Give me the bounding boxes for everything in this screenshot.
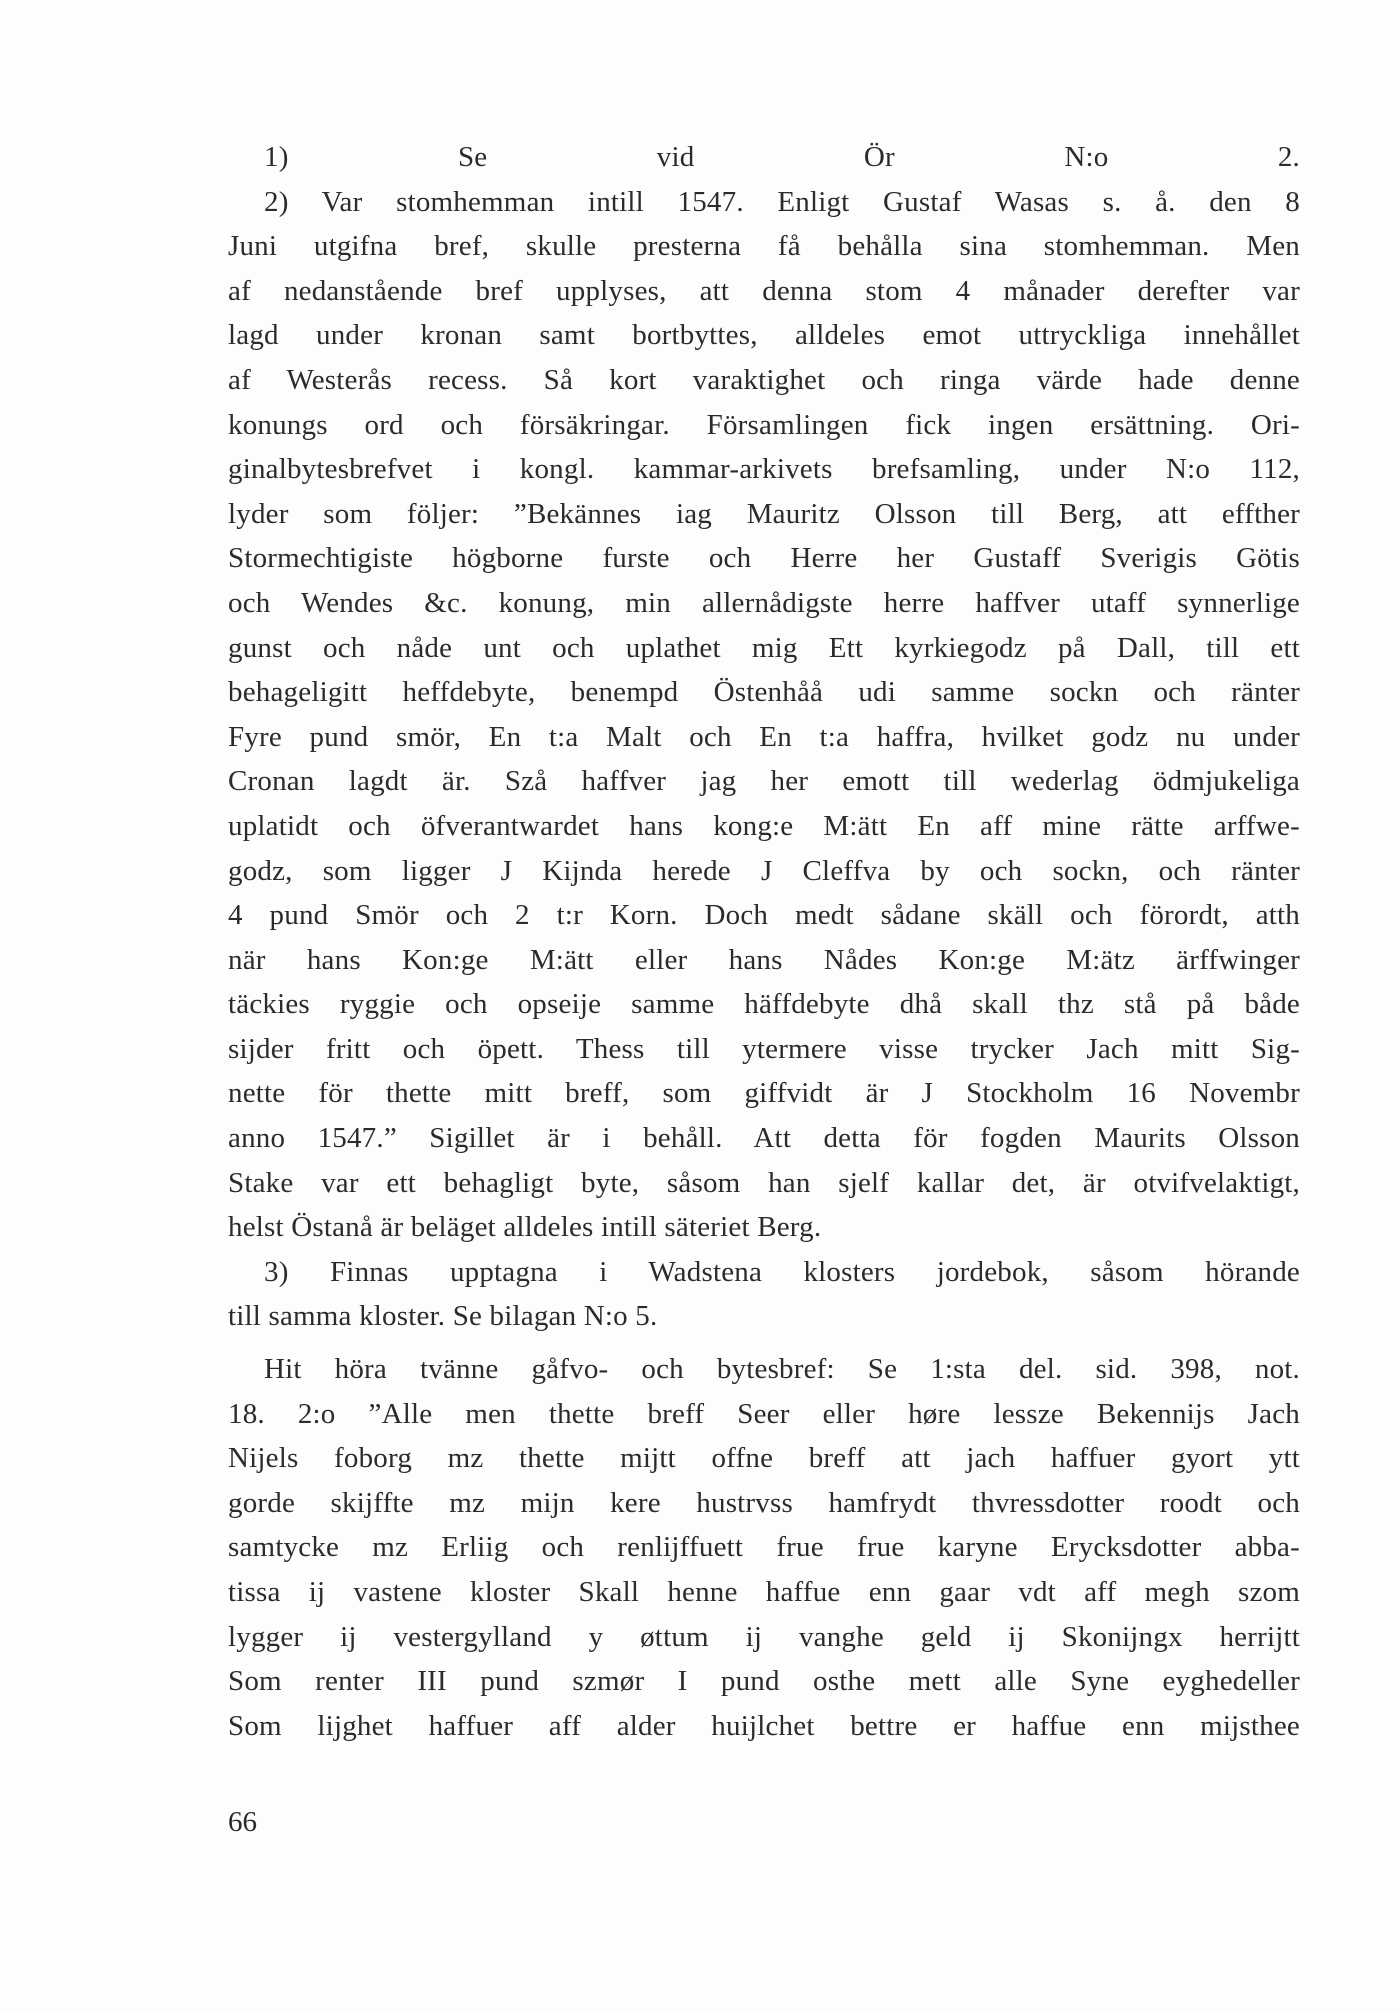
text-line: Fyre pund smör, En t:a Malt och En t:a haffra, hvilket godz nu under (228, 720, 1300, 753)
text-line: nette för thette mitt breff, som giffvidt är J Stockholm 16 Novembr (228, 1077, 1300, 1110)
text-line: lagd under kronan samt bortbyttes, alldeles emot uttryckliga innehållet (228, 319, 1300, 352)
text-line: Stake var ett behagligt byte, såsom han sjelf kallar det, är otvifvelaktigt, (228, 1166, 1300, 1199)
text-line: lygger ij vestergylland y øttum ij vanghe geld ij Skonijngx herrijtt (228, 1620, 1300, 1653)
text-line: gunst och nåde unt och uplathet mig Ett kyrkiegodz på Dall, till ett (228, 631, 1300, 664)
paragraph-gap (228, 1339, 1300, 1347)
text-line: lyder som följer: ”Bekännes iag Mauritz Olsson till Berg, att effther (228, 497, 1300, 530)
text-line: Stormechtigiste högborne furste och Herre her Gustaff Sverigis Götis (228, 542, 1300, 575)
page-text (228, 135, 1300, 1748)
text-line: Som lijghet haffuer aff alder huijlchet bettre er haffue enn mijsthee (228, 1709, 1300, 1742)
text-line: 1) Se vid Ör N:o 2. (264, 141, 1300, 173)
text-line: Hit höra tvänne gåfvo- och bytesbref: Se 1:sta del. sid. 398, not. (264, 1353, 1300, 1386)
text-line: Nijels foborg mz thette mijtt offne breff att jach haffuer gyort ytt (228, 1442, 1300, 1475)
text-line: godz, som ligger J Kijnda herede J Cleffva by och sockn, och ränter (228, 854, 1300, 887)
text-line: och Wendes &c. konung, min allernådigste herre haffver utaff synnerlige (228, 586, 1300, 619)
text-line: konungs ord och försäkringar. Församlingen fick ingen ersättning. Ori- (228, 408, 1300, 441)
text-line: anno 1547.” Sigillet är i behåll. Att detta för fogden Maurits Olsson (228, 1122, 1300, 1155)
text-line: när hans Kon:ge M:ätt eller hans Nådes Kon:ge M:ätz ärffwinger (228, 943, 1300, 976)
text-line: 18. 2:o ”Alle men thette breff Seer eller høre lessze Bekennijs Jach (228, 1397, 1300, 1430)
text-line: 4 pund Smör och 2 t:r Korn. Doch medt sådane skäll och förordt, atth (228, 899, 1300, 932)
text-line: 2) Var stomhemman intill 1547. Enligt Gustaf Wasas s. å. den 8 (264, 185, 1300, 218)
text-line: Cronan lagdt är. Szå haffver jag her emott till wederlag ödmjukeliga (228, 765, 1300, 798)
text-line: ginalbytesbrefvet i kongl. kammar-arkivets brefsamling, under N:o 112, (228, 453, 1300, 486)
text-line: samtycke mz Erliig och renlijffuett frue frue karyne Erycksdotter abba- (228, 1531, 1300, 1564)
page-number: 66 (228, 1806, 257, 1838)
text-line: Juni utgifna bref, skulle presterna få behålla sina stomhemman. Men (228, 230, 1300, 263)
text-line: uplatidt och öfverantwardet hans kong:e M:ätt En aff mine rätte arffwe- (228, 809, 1300, 842)
text-line: sijder fritt och öpett. Thess till ytermere visse trycker Jach mitt Sig- (228, 1032, 1300, 1065)
text-line: gorde skijffte mz mijn kere hustrvss hamfrydt thvressdotter roodt och (228, 1486, 1300, 1519)
text-line: helst Östanå är beläget alldeles intill säteriet Berg. (228, 1211, 822, 1244)
text-line: af Westerås recess. Så kort varaktighet och ringa värde hade denne (228, 363, 1300, 396)
text-line: täckies ryggie och opseije samme häffdebyte dhå skall thz stå på både (228, 988, 1300, 1021)
text-line: behageligitt heffdebyte, benempd Östenhåå udi samme sockn och ränter (228, 676, 1300, 709)
text-line: 3) Finnas upptagna i Wadstena klosters jordebok, såsom hörande (264, 1255, 1300, 1288)
text-line: Som renter III pund szmør I pund osthe mett alle Syne eyghedeller (228, 1665, 1300, 1698)
text-line: tissa ij vastene kloster Skall henne haffue enn gaar vdt aff megh szom (228, 1576, 1300, 1608)
text-line: af nedanstående bref upplyses, att denna stom 4 månader derefter var (228, 274, 1300, 307)
text-line: till samma kloster. Se bilagan N:o 5. (228, 1300, 658, 1333)
